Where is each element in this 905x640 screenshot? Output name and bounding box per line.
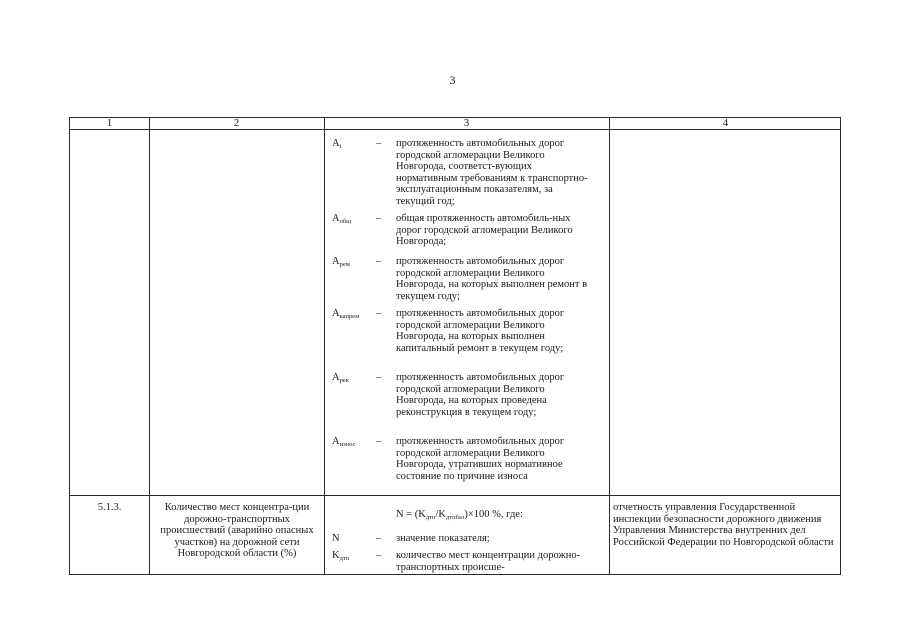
definition-text: протяженность автомобильных дорог городской агломерации Великого Новгорода, на которых выполнен ремонт в текущем году; [396, 256, 588, 302]
indicator-name: Количество мест концентра-ции дорожно-транспортных происшествий (аварийно опасных участков) на дорожной сети Новгородской области (%) [160, 502, 314, 560]
definition-symbol: $A_{износ}$ [332, 436, 356, 448]
definition-text: значение показателя; [396, 533, 490, 544]
column-header-2: 2 [233, 117, 240, 129]
definition-text: протяженность автомобильных дорог городской агломерации Великого Новгорода, соответст-вующих нормативным требованиям к транспортно-эксплуатационным показателям, за текущий год; [396, 138, 588, 207]
row-divider [70, 495, 840, 496]
definition-symbol: N [332, 533, 340, 544]
page-number: 3 [449, 73, 456, 87]
column-header-1: 1 [106, 117, 113, 129]
definition-text: протяженность автомобильных дорог городской агломерации Великого Новгорода, на которых выполнен капитальный ремонт в текущем году; [396, 308, 565, 354]
definition-symbol: $K_{дтп}$ [332, 550, 350, 562]
definition-symbol: $A_{рем}$ [332, 256, 350, 268]
definition-text: протяженность автомобильных дорог городской агломерации Великого Новгорода, на которых проведена реконструкция в текущем году; [396, 372, 565, 418]
column-header-4: 4 [722, 117, 729, 129]
data-source: отчетность управления Государственной инспекции безопасности дорожного движения Управления Министерства внутренних дел Российской Федерации по Новгородской области [613, 502, 834, 548]
definition-symbol: $A_i$ [332, 138, 342, 150]
column-divider [149, 118, 150, 574]
definition-text: протяженность автомобильных дорог городской агломерации Великого Новгорода, утративших нормативное состояние по причине износа [396, 436, 565, 482]
header-divider [70, 129, 840, 130]
column-divider [324, 118, 325, 574]
definition-symbol: $A_{капрем}$ [332, 308, 360, 320]
definition-symbol: $A_{общ}$ [332, 213, 352, 225]
column-divider [609, 118, 610, 574]
definition-symbol: $A_{рек}$ [332, 372, 349, 384]
definition-text: общая протяженность автомобиль-ных дорог городской агломерации Великого Новгорода; [396, 213, 573, 248]
definition-text: количество мест концентрации дорожно-транспортных происше- [396, 550, 581, 573]
column-header-3: 3 [463, 117, 470, 129]
indicator-table: 1 2 3 4 $A_i$ – протяженность автомобильных дорог городской агломерации Великого Новгорода, соответст-вующих нормативным требованиям к транспортно-эксплуатационным показателям, за текущий год; $A_{общ}$ – общая протяженность автомобиль-ных дорог городской агломерации Великого Новгорода; $A_{рем}$ – протяженность автомобильных дорог городской агломерации Великого Новгорода, на которых выполнен ремонт в текущем году; $A_{капрем}$ – протяженность автомобильных дорог городской агломерации Великого Новгорода, на которых выполнен капитальный ремонт в текущем году; $A_{рек}$ – протяженность автомобильных дорог городской агломерации Великого Новгорода, на которых проведена реконструкция в текущем году; $A_{износ}$ – протяженность автомобильных дорог городской агломерации Великого Новгорода, утративших нормативное состояние по причине износа 5.1.3. Количество мест концентра-ции дорожно-транспортных происшествий (аварийно опасных участков) на дорожной сети Новгородской области (%) $N = (K_{дтп}/K_{дтпбаз})\times 100$ %, где: N – значение показателя; $K_{дтп}$ – количество мест концентрации дорожно-транспортных происше- отчетность управления Государственной инспекции безопасности дорожного движения Управления Министерства внутренних дел Российской Федерации по Новгородской области [69, 117, 841, 575]
formula: $N = (K_{дтп}/K_{дтпбаз})\times 100$ %, где: [396, 509, 523, 521]
row-number: 5.1.3. [97, 502, 122, 513]
